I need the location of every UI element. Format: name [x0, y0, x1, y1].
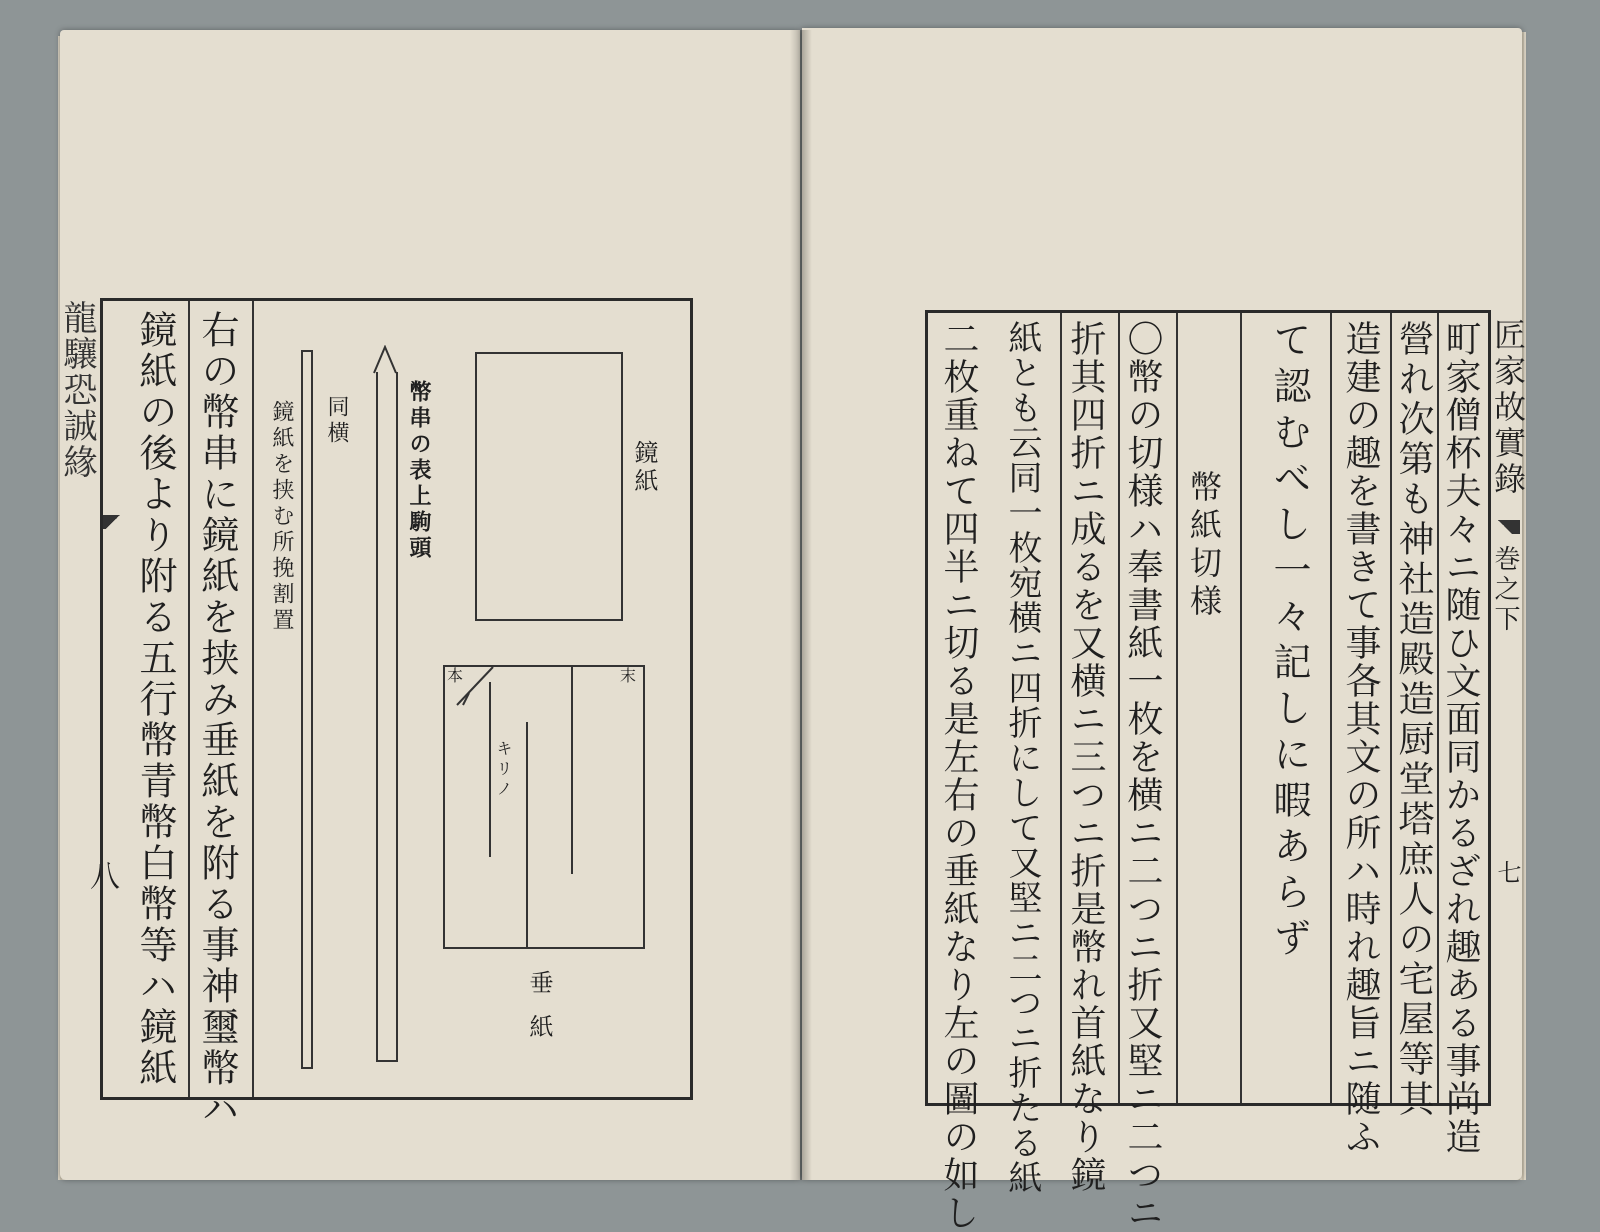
right-text-column-8: 紙とも云同一枚宛横ニ四折にして又堅ニ二つニ折たる紙 [1002, 320, 1042, 1195]
right-margin-folio: 七 [1493, 860, 1521, 888]
right-column-rule-4 [1240, 313, 1242, 1103]
right-column-rule-6 [1390, 313, 1392, 1103]
left-column-rule-1 [188, 301, 190, 1097]
right-text-column-1: 町家僧杯夫々ニ随ひ文面同かるざれ趣ある事尚造 [1440, 320, 1481, 1156]
mirror-paper-rect [475, 352, 623, 621]
book-gutter [790, 30, 812, 1180]
label-hanging-paper: 垂紙 [525, 970, 553, 1058]
right-text-column-7: 折其四折ニ成るを又横ニ三つニ折是幣れ首紙なり鏡 [1065, 320, 1106, 1194]
right-text-column-6: 〇幣の切様ハ奉書紙一枚を横ニ二つニ折又堅ニ二つニ [1122, 320, 1163, 1232]
right-column-rule-3 [1176, 313, 1178, 1103]
left-column-rule-2 [252, 301, 254, 1097]
label-cut: キリノ [494, 740, 513, 800]
right-column-rule-5 [1330, 313, 1332, 1103]
section-heading: 幣紙切様 [1185, 470, 1223, 622]
right-column-rule-1 [1060, 313, 1062, 1103]
hanging-paper-cut-center [526, 722, 528, 947]
right-text-column-4: て認むべし一々記しに暇あらず [1267, 320, 1311, 964]
label-mirror-paper: 鏡紙 [630, 440, 658, 496]
left-text-column-2: 鏡紙の後より附る五行幣青幣白幣等ハ鏡紙 [133, 310, 177, 1089]
label-end: 末 [620, 666, 637, 685]
stick-pointed-head [372, 345, 398, 375]
hanging-paper-cut-right [571, 667, 573, 874]
stick-diagram-side [301, 350, 313, 1069]
left-margin-folio: 八 [84, 860, 119, 894]
left-margin-title: 龍驤恐誠緣 [57, 300, 97, 480]
caption-sandwich: 鏡紙を挟む所挽割置 [269, 400, 294, 634]
caption-front: 幣串の表上駒頭 [406, 380, 432, 562]
right-column-rule-7 [1437, 313, 1439, 1103]
right-text-column-2: 營れ次第も神社造殿造厨堂塔庶人の宅屋等其 [1393, 320, 1434, 1120]
label-book: 本 [447, 666, 464, 685]
fishtail-mark-right [1490, 520, 1520, 534]
stick-diagram-front [376, 372, 398, 1062]
right-text-column-3: 造建の趣を書きて事各其文の所ハ時れ趣旨ニ随ふ [1340, 320, 1381, 1156]
right-column-rule-2 [1118, 313, 1120, 1103]
caption-same-width: 同横 [324, 395, 349, 447]
right-margin-volume: 巻之下 [1490, 545, 1520, 635]
right-margin-title: 匠家故實錄 [1489, 318, 1527, 498]
left-text-column-1: 右の幣串に鏡紙を挟み垂紙を附る事神璽幣ハ [195, 310, 239, 1130]
right-text-column-9: 二枚重ねて四半ニ切る是左右の垂紙なり左の圖の如し [938, 320, 979, 1232]
